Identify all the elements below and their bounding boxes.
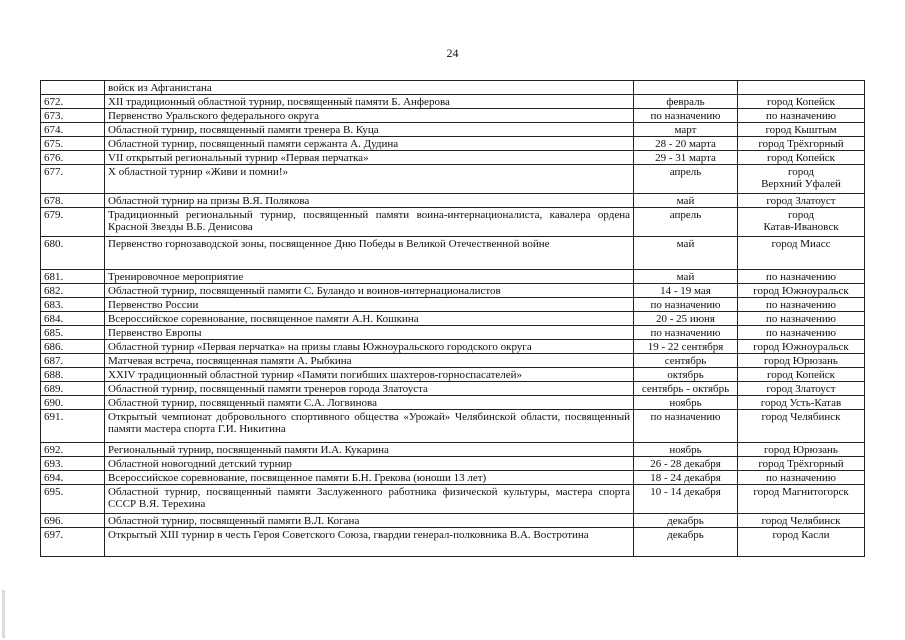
table-row [41, 396, 865, 410]
event-name: Областной турнир, посвященный памяти С.А. Логвинова [105, 396, 634, 410]
table-row [41, 137, 865, 151]
row-number: 691. [41, 410, 105, 443]
row-number: 683. [41, 298, 105, 312]
table-row [41, 326, 865, 340]
event-date: октябрь [634, 368, 738, 382]
event-name: Областной турнир, посвященный памяти сержанта А. Дудина [105, 137, 634, 151]
table-row [41, 340, 865, 354]
event-date: 29 - 31 марта [634, 151, 738, 165]
row-number: 675. [41, 137, 105, 151]
event-place: город Челябинск [738, 514, 865, 528]
event-place: по назначению [738, 298, 865, 312]
row-number: 682. [41, 284, 105, 298]
table-row [41, 95, 865, 109]
event-date: ноябрь [634, 396, 738, 410]
event-date: декабрь [634, 514, 738, 528]
event-date: 10 - 14 декабря [634, 485, 738, 514]
event-place: по назначению [738, 326, 865, 340]
table-row [41, 514, 865, 528]
event-name: Матчевая встреча, посвященная памяти А. Рыбкина [105, 354, 634, 368]
event-date: по назначению [634, 109, 738, 123]
event-name: Областной турнир, посвященный памяти тренера В. Куца [105, 123, 634, 137]
event-date: май [634, 270, 738, 284]
event-place: по назначению [738, 109, 865, 123]
table-row [41, 354, 865, 368]
event-date: 18 - 24 декабря [634, 471, 738, 485]
event-date: 14 - 19 мая [634, 284, 738, 298]
event-date: 20 - 25 июня [634, 312, 738, 326]
event-name: XXIV традиционный областной турнир «Памяти погибших шахтеров-горноспасателей» [105, 368, 634, 382]
events-table [40, 80, 865, 557]
table-row [41, 151, 865, 165]
table-row [41, 165, 865, 194]
event-name: Открытый чемпионат добровольного спортивного общества «Урожай» Челябинской области, посвященный памяти мастера спорта Г.И. Никитина [105, 410, 634, 443]
row-number: 693. [41, 457, 105, 471]
event-place: город Кыштым [738, 123, 865, 137]
event-place: город Юрюзань [738, 354, 865, 368]
row-number: 681. [41, 270, 105, 284]
event-place: город Верхний Уфалей [738, 165, 865, 194]
row-number: 678. [41, 194, 105, 208]
row-number: 688. [41, 368, 105, 382]
table-row [41, 208, 865, 237]
row-number: 689. [41, 382, 105, 396]
table-row [41, 528, 865, 557]
table-row [41, 368, 865, 382]
event-name: Областной турнир, посвященный памяти В.Л. Когана [105, 514, 634, 528]
row-number: 695. [41, 485, 105, 514]
event-date: май [634, 237, 738, 270]
row-number: 677. [41, 165, 105, 194]
table-row [41, 109, 865, 123]
event-name: Х областной турнир «Живи и помни!» [105, 165, 634, 194]
table-row [41, 237, 865, 270]
table-row [41, 485, 865, 514]
row-number: 690. [41, 396, 105, 410]
row-number: 687. [41, 354, 105, 368]
event-place: город Златоуст [738, 194, 865, 208]
event-date: апрель [634, 208, 738, 237]
event-date: по назначению [634, 298, 738, 312]
table-row [41, 284, 865, 298]
event-name: XII традиционный областной турнир, посвященный памяти Б. Анферова [105, 95, 634, 109]
event-name: Областной турнир, посвященный памяти С. Буландо и воинов-интернационалистов [105, 284, 634, 298]
event-name: Традиционный региональный турнир, посвященный памяти воина-интернационалиста, кавалера ордена Красной Звезды В.Б. Денисова [105, 208, 634, 237]
event-name: Областной новогодний детский турнир [105, 457, 634, 471]
event-place: город Усть-Катав [738, 396, 865, 410]
event-place: город Челябинск [738, 410, 865, 443]
table-row [41, 270, 865, 284]
event-name: Областной турнир, посвященный памяти Заслуженного работника физической культуры, мастера спорта СССР В.Я. Терехина [105, 485, 634, 514]
event-place: город Златоуст [738, 382, 865, 396]
event-name: Областной турнир на призы В.Я. Полякова [105, 194, 634, 208]
event-date: по назначению [634, 326, 738, 340]
event-place: город Южноуральск [738, 284, 865, 298]
table-row [41, 382, 865, 396]
event-date: май [634, 194, 738, 208]
row-number: 672. [41, 95, 105, 109]
row-number [41, 81, 105, 95]
row-number: 694. [41, 471, 105, 485]
event-name: Региональный турнир, посвященный памяти И.А. Кукарина [105, 443, 634, 457]
event-date: март [634, 123, 738, 137]
event-place: город Трёхгорный [738, 457, 865, 471]
scan-edge-mark [2, 590, 5, 638]
table-row [41, 443, 865, 457]
event-date: по назначению [634, 410, 738, 443]
event-date: 26 - 28 декабря [634, 457, 738, 471]
table-row [41, 457, 865, 471]
event-place: по назначению [738, 270, 865, 284]
page-number: 24 [446, 46, 459, 60]
event-name: Первенство Европы [105, 326, 634, 340]
event-name: Областной турнир, посвященный памяти тренеров города Златоуста [105, 382, 634, 396]
event-name: Первенство горнозаводской зоны, посвященное Дню Победы в Великой Отечественной войне [105, 237, 634, 270]
row-number: 685. [41, 326, 105, 340]
event-name: войск из Афганистана [105, 81, 634, 95]
event-name: Всероссийское соревнование, посвященное памяти Б.Н. Грекова (юноши 13 лет) [105, 471, 634, 485]
table-row [41, 312, 865, 326]
row-number: 679. [41, 208, 105, 237]
event-place [738, 81, 865, 95]
event-place: по назначению [738, 471, 865, 485]
row-number: 680. [41, 237, 105, 270]
event-place: город Трёхгорный [738, 137, 865, 151]
table-row [41, 471, 865, 485]
event-date: февраль [634, 95, 738, 109]
row-number: 684. [41, 312, 105, 326]
row-number: 692. [41, 443, 105, 457]
event-place: город Миасс [738, 237, 865, 270]
event-date: 28 - 20 марта [634, 137, 738, 151]
events-table-body [41, 81, 865, 557]
event-place: город Копейск [738, 151, 865, 165]
row-number: 673. [41, 109, 105, 123]
event-date: апрель [634, 165, 738, 194]
event-place: город Копейск [738, 95, 865, 109]
table-row [41, 298, 865, 312]
event-name: Всероссийское соревнование, посвященное памяти А.Н. Кошкина [105, 312, 634, 326]
event-place: город Юрюзань [738, 443, 865, 457]
event-date: сентябрь [634, 354, 738, 368]
row-number: 676. [41, 151, 105, 165]
event-name: Первенство России [105, 298, 634, 312]
event-date [634, 81, 738, 95]
event-place: город Магнитогорск [738, 485, 865, 514]
event-name: Первенство Уральского федерального округа [105, 109, 634, 123]
row-number: 696. [41, 514, 105, 528]
row-number: 674. [41, 123, 105, 137]
event-place: город Копейск [738, 368, 865, 382]
event-name: VII открытый региональный турнир «Первая перчатка» [105, 151, 634, 165]
event-name: Открытый XIII турнир в честь Героя Советского Союза, гвардии генерал-полковника В.А. Востротина [105, 528, 634, 557]
event-date: декабрь [634, 528, 738, 557]
event-place: по назначению [738, 312, 865, 326]
event-date: 19 - 22 сентября [634, 340, 738, 354]
event-date: сентябрь - октябрь [634, 382, 738, 396]
event-place: город Катав-Ивановск [738, 208, 865, 237]
table-row [41, 410, 865, 443]
event-place: город Южноуральск [738, 340, 865, 354]
event-place: город Касли [738, 528, 865, 557]
event-name: Областной турнир «Первая перчатка» на призы главы Южноуральского городского округа [105, 340, 634, 354]
table-row [41, 194, 865, 208]
table-row [41, 123, 865, 137]
row-number: 697. [41, 528, 105, 557]
table-row [41, 81, 865, 95]
event-name: Тренировочное мероприятие [105, 270, 634, 284]
event-date: ноябрь [634, 443, 738, 457]
row-number: 686. [41, 340, 105, 354]
